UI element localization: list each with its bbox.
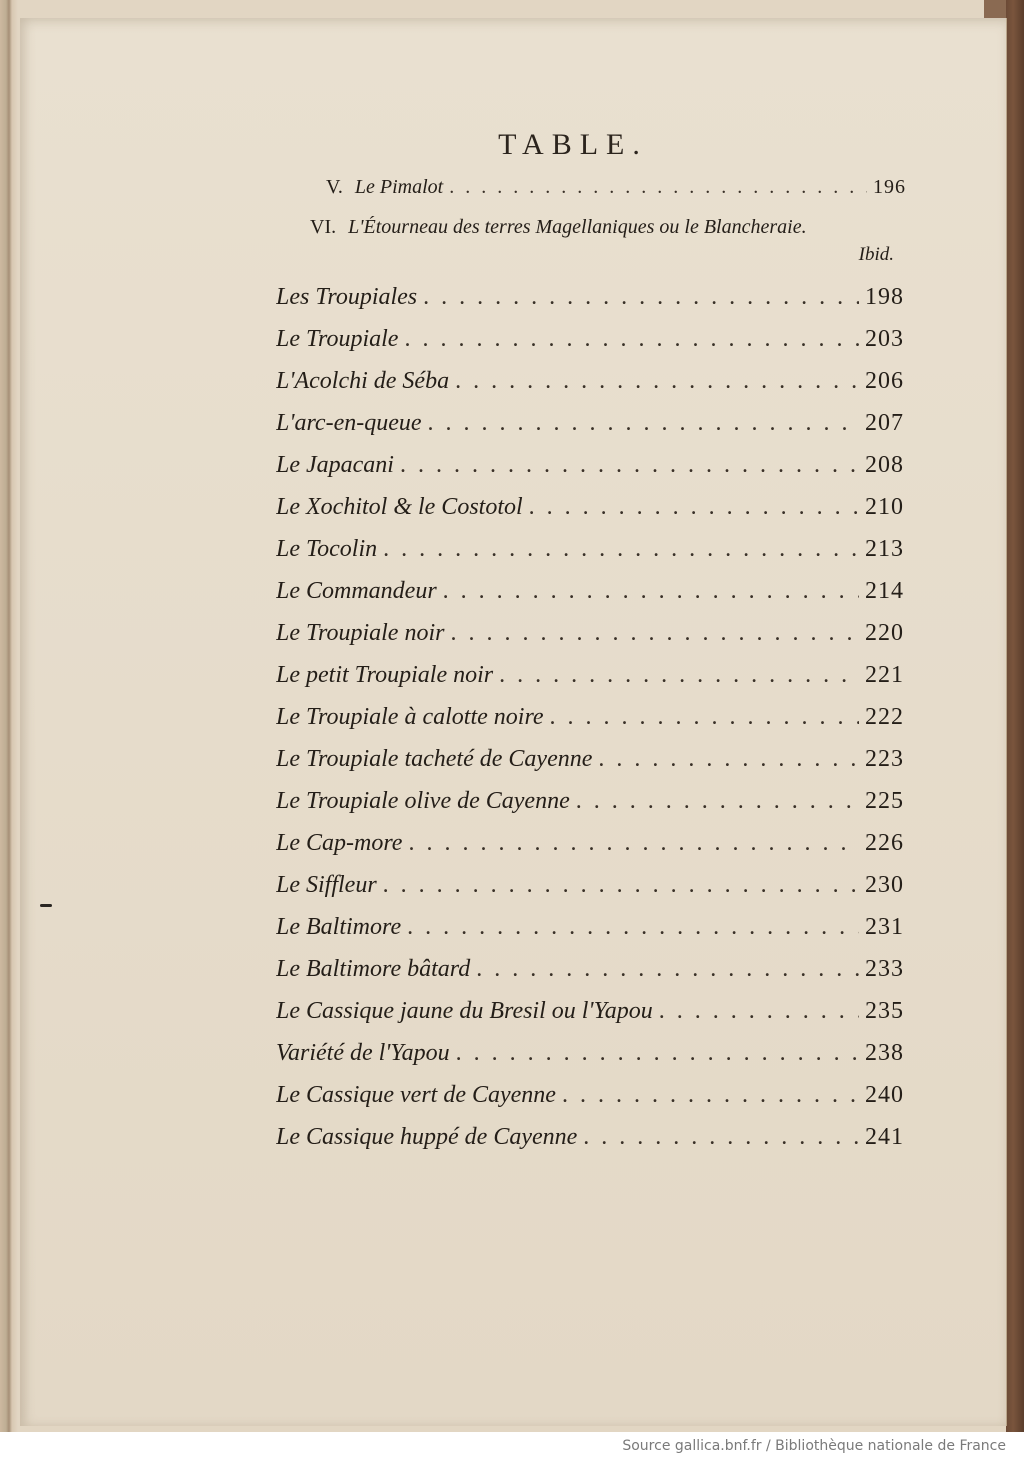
entry-label: Le Commandeur (276, 578, 437, 604)
entry-label: Le Baltimore bâtard (276, 956, 471, 982)
dot-leader (443, 578, 859, 605)
toc-entry (276, 620, 904, 647)
entry-page-number: 222 (865, 704, 904, 730)
entry-page-number: 198 (865, 284, 904, 310)
dot-leader (383, 536, 859, 563)
entry-roman-number: VI. (310, 216, 337, 238)
entry-page-number: 241 (865, 1124, 904, 1150)
entry-label: Le Pimalot (354, 176, 444, 198)
dot-leader (408, 830, 859, 857)
entry-label: Le Troupiale à calotte noire (276, 704, 544, 730)
toc-entry (276, 1040, 904, 1067)
entry-label: Les Troupiales (276, 284, 418, 310)
toc-entry (276, 1082, 904, 1109)
toc-entry (276, 494, 904, 521)
dot-leader (583, 1124, 859, 1151)
entry-page-number: 213 (865, 536, 904, 562)
entry-page-number: 208 (865, 452, 904, 478)
toc-entry (276, 704, 904, 731)
page-title: TABLE. (498, 128, 648, 161)
entry-page-number: 196 (873, 176, 906, 198)
book-cover-edge (1006, 0, 1024, 1432)
toc-entry (276, 368, 904, 395)
toc-sub-entry (326, 176, 906, 199)
toc-entry (276, 746, 904, 773)
dot-leader (598, 746, 859, 773)
entry-label: Le Cassique jaune du Bresil ou l'Yapou (276, 998, 653, 1024)
entry-page-number: 223 (865, 746, 904, 772)
entry-label: Le Xochitol & le Costotol (276, 494, 523, 520)
toc-entry (276, 914, 904, 941)
entry-page-number: 225 (865, 788, 904, 814)
dot-leader (423, 284, 859, 311)
dot-leader (550, 704, 859, 731)
entry-label: Le Troupiale (276, 326, 399, 352)
entry-continuation: Ibid. (858, 244, 894, 265)
toc-entry (276, 578, 904, 605)
entry-page-number: 214 (865, 578, 904, 604)
entry-label: Le Tocolin (276, 536, 378, 562)
entry-label: Variété de l'Yapou (276, 1040, 450, 1066)
entry-page-number: 206 (865, 368, 904, 394)
entry-label: L'arc-en-queue (276, 410, 422, 436)
dot-leader (383, 872, 859, 899)
entry-label: L'Acolchi de Séba (276, 368, 450, 394)
entry-label: Le Troupiale noir (276, 620, 445, 646)
entry-page-number: 207 (865, 410, 904, 436)
dot-leader (449, 176, 867, 199)
entry-page-number: 226 (865, 830, 904, 856)
dot-leader (499, 662, 859, 689)
toc-entry (276, 410, 904, 437)
toc-entry (276, 788, 904, 815)
entry-page-number: 240 (865, 1082, 904, 1108)
toc-entry (276, 1124, 904, 1151)
entry-page-number: 221 (865, 662, 904, 688)
entry-page-number: 235 (865, 998, 904, 1024)
dot-leader (456, 1040, 859, 1067)
entry-page-number: 220 (865, 620, 904, 646)
source-credit: Source gallica.bnf.fr / Bibliothèque nationale de France (622, 1438, 1006, 1454)
entry-page-number: 230 (865, 872, 904, 898)
toc-entry (276, 998, 904, 1025)
toc-entry (276, 872, 904, 899)
toc-entry (276, 452, 904, 479)
dot-leader (529, 494, 859, 521)
entry-roman-number: V. (326, 176, 343, 198)
toc-entry (276, 536, 904, 563)
toc-entry (276, 326, 904, 353)
dot-leader (562, 1082, 859, 1109)
entry-label: Le Cap-more (276, 830, 403, 856)
entry-page-number: 231 (865, 914, 904, 940)
book-page (20, 18, 1007, 1426)
toc-entry (276, 284, 904, 311)
entry-label: Le Cassique huppé de Cayenne (276, 1124, 578, 1150)
entry-label: Le Cassique vert de Cayenne (276, 1082, 556, 1108)
entry-label: Le Siffleur (276, 872, 377, 898)
entry-page-number: 238 (865, 1040, 904, 1066)
entry-page-number: 210 (865, 494, 904, 520)
entry-label: Le Troupiale olive de Cayenne (276, 788, 570, 814)
toc-sub-entry (310, 216, 910, 239)
dot-leader (659, 998, 859, 1025)
entry-page-number: 233 (865, 956, 904, 982)
entry-label: Le Japacani (276, 452, 394, 478)
toc-entry (276, 662, 904, 689)
dot-leader (404, 326, 859, 353)
entry-page-number: 203 (865, 326, 904, 352)
ink-speck (40, 904, 52, 907)
dot-leader (407, 914, 859, 941)
entry-label: Le petit Troupiale noir (276, 662, 494, 688)
dot-leader (450, 620, 859, 647)
entry-label: Le Troupiale tacheté de Cayenne (276, 746, 593, 772)
entry-label: L'Étourneau des terres Magellaniques ou le Blancheraie. (348, 216, 807, 238)
dot-leader (455, 368, 859, 395)
dot-leader (476, 956, 859, 983)
dot-leader (576, 788, 859, 815)
toc-entry (276, 956, 904, 983)
dot-leader (400, 452, 859, 479)
toc-entry (276, 830, 904, 857)
entry-label: Le Baltimore (276, 914, 402, 940)
dot-leader (428, 410, 859, 437)
